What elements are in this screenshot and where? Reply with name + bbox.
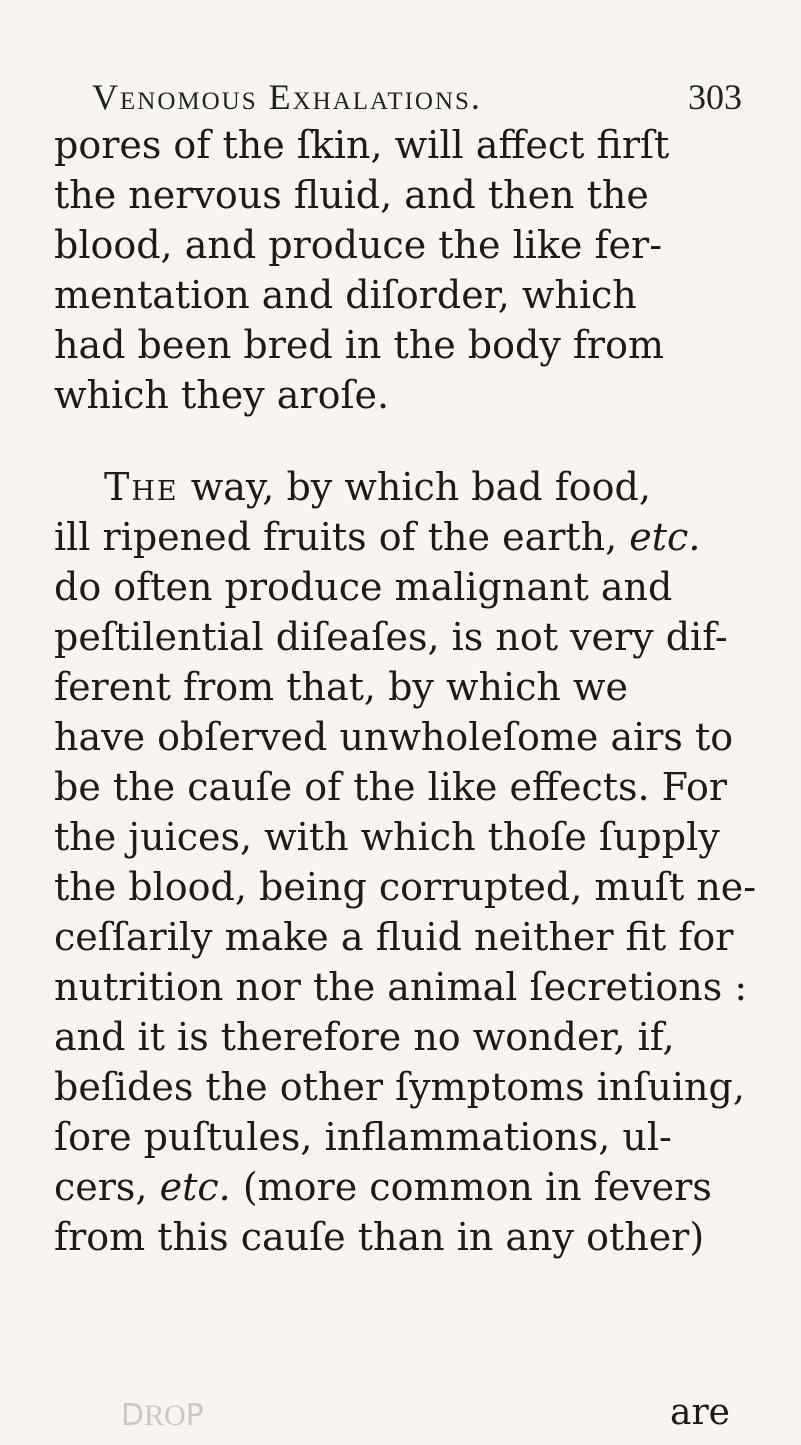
text-line: the nervous fluid, and then the: [54, 173, 649, 217]
text-line: had been bred in the body from: [54, 323, 665, 367]
text-line: the juices, with which thoſe ſupply: [54, 815, 720, 859]
paragraph-first-line-text: way, by which bad food,: [178, 465, 651, 509]
text-line: ceſſarily make a fluid neither fit for: [54, 915, 734, 959]
text-segment: ill ripened fruits of the earth,: [54, 515, 630, 559]
text-line: be the cauſe of the like effects. For: [54, 765, 727, 809]
text-line: which they aroſe.: [54, 373, 390, 417]
text-line: [54, 1163, 712, 1211]
text-line: peſtilential diſeaſes, is not very dif-: [54, 615, 728, 659]
running-head: Venomous Exhalations.: [92, 77, 482, 117]
page-header: [92, 72, 742, 122]
paragraph-opening-line: [104, 463, 651, 511]
text-line: ferent from that, by which we: [54, 665, 628, 709]
text-line: the blood, being corrupted, muſt ne-: [54, 865, 757, 909]
text-line: ſore puſtules, inflammations, ul-: [54, 1115, 672, 1159]
text-segment: cers,: [54, 1165, 160, 1209]
italic-abbreviation: etc.: [159, 1165, 231, 1209]
text-line: beſides the other ſymptoms inſuing,: [54, 1065, 745, 1109]
catchword: are: [670, 1392, 730, 1433]
italic-abbreviation: etc.: [629, 515, 701, 559]
text-line: pores of the ſkin, will affect firſt: [54, 123, 670, 167]
text-segment: (more common in fevers: [230, 1165, 712, 1209]
text-line: [54, 513, 700, 561]
text-line: blood, and produce the like fer-: [54, 223, 663, 267]
page-number: 303: [688, 77, 742, 117]
paragraph-first-word: The: [104, 465, 179, 509]
text-line: mentation and diſorder, which: [54, 273, 637, 317]
show-through-text: ꟼOЯᗡ: [121, 1399, 204, 1432]
text-line: do often produce malignant and: [54, 565, 673, 609]
text-line: and it is therefore no wonder, if,: [54, 1015, 675, 1059]
text-line: have obſerved unwholeſome airs to: [54, 715, 734, 759]
text-line: from this cauſe than in any other): [54, 1215, 705, 1259]
text-line: nutrition nor the animal ſecretions :: [54, 965, 748, 1009]
